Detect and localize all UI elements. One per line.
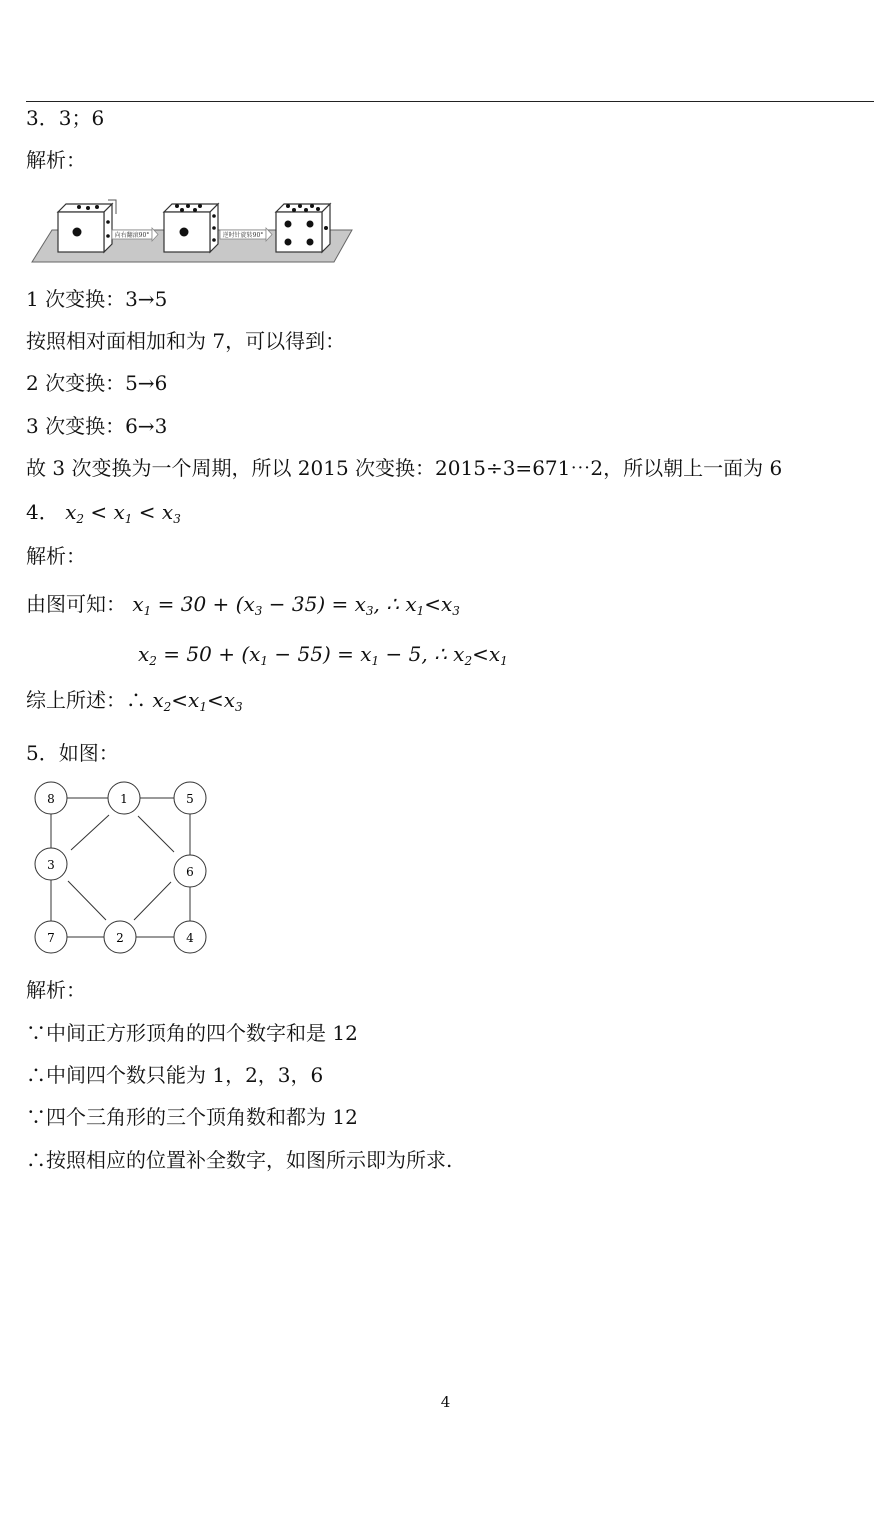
arrow-2 xyxy=(220,228,272,241)
q4-eq1-math: $x_1 = 30 + (x_3 - 35) = x_3$, ∴ $x_1<x_3$ xyxy=(126,592,460,618)
q3-rule: 按照相对面相加和为 7，可以得到： xyxy=(26,329,346,353)
graph-node-1-label: 1 xyxy=(120,792,128,806)
q3-analysis-label: 解析： xyxy=(26,148,86,172)
graph-node-6-label: 6 xyxy=(186,865,194,879)
graph-node-3 xyxy=(35,848,67,880)
q4-number: 4． xyxy=(26,500,59,524)
dice-figure xyxy=(30,192,356,266)
q3-conclusion: 故 3 次变换为一个周期，所以 2015 次变换：2015÷3=671⋯2，所以朝上一面为 6 xyxy=(26,456,783,480)
q4-from-figure: 由图可知： xyxy=(26,592,126,616)
q4-summary-math: $x_2<x_1<x_3$ xyxy=(146,688,243,714)
q4-analysis-label: 解析： xyxy=(26,544,86,568)
graph-node-1 xyxy=(108,782,140,814)
graph-node-5 xyxy=(174,782,206,814)
q5-line3: ∵四个三角形的三个顶角数和都为 12 xyxy=(26,1105,358,1129)
graph-node-5-label: 5 xyxy=(186,792,194,806)
q5-answer: 5．如图： xyxy=(26,741,119,765)
number-graph xyxy=(26,778,216,960)
arrow-1 xyxy=(112,228,158,241)
graph-node-8 xyxy=(35,782,67,814)
q5-line1: ∵中间正方形顶角的四个数字和是 12 xyxy=(26,1021,358,1045)
q4-eq2 xyxy=(138,642,508,673)
q3-answer: 3．3；6 xyxy=(26,106,105,130)
q5-line4: ∴按照相应的位置补全数字，如图所示即为所求. xyxy=(26,1148,453,1172)
q5-line2: ∴中间四个数只能为 1，2，3，6 xyxy=(26,1063,324,1087)
graph-node-3-label: 3 xyxy=(47,858,55,872)
graph-node-6 xyxy=(174,855,206,887)
q5-analysis-label: 解析： xyxy=(26,978,86,1002)
page-number: 4 xyxy=(440,1393,451,1411)
q3-step1: 1 次变换：3→5 xyxy=(26,287,168,311)
arrow-1-label: 向右翻滚90° xyxy=(114,232,150,239)
q4-inequality: $x_2 < x_1 < x_3$ xyxy=(58,500,181,526)
arrow-2-label: 逆时针旋转90° xyxy=(222,232,264,239)
q4-answer xyxy=(26,500,181,531)
graph-edges xyxy=(51,798,190,937)
q4-summary xyxy=(26,688,243,719)
graph-node-2-label: 2 xyxy=(116,931,124,945)
graph-node-4-label: 4 xyxy=(186,931,194,945)
q4-eq2-math: $x_2 = 50 + (x_1 - 55) = x_1 - 5$, ∴ $x_2<x_1$ xyxy=(138,642,508,668)
die-2 xyxy=(164,204,218,252)
graph-node-2 xyxy=(104,921,136,953)
graph-node-8-label: 8 xyxy=(47,792,55,806)
q3-step2: 2 次变换：5→6 xyxy=(26,371,168,395)
graph-node-7-label: 7 xyxy=(47,931,55,945)
die-3 xyxy=(276,204,330,252)
die-1 xyxy=(58,200,116,252)
header-rule xyxy=(26,101,874,102)
q4-eq1 xyxy=(26,592,460,623)
q3-step3: 3 次变换：6→3 xyxy=(26,414,168,438)
graph-node-7 xyxy=(35,921,67,953)
graph-node-4 xyxy=(174,921,206,953)
q4-summary-label: 综上所述：∴ xyxy=(26,688,146,712)
